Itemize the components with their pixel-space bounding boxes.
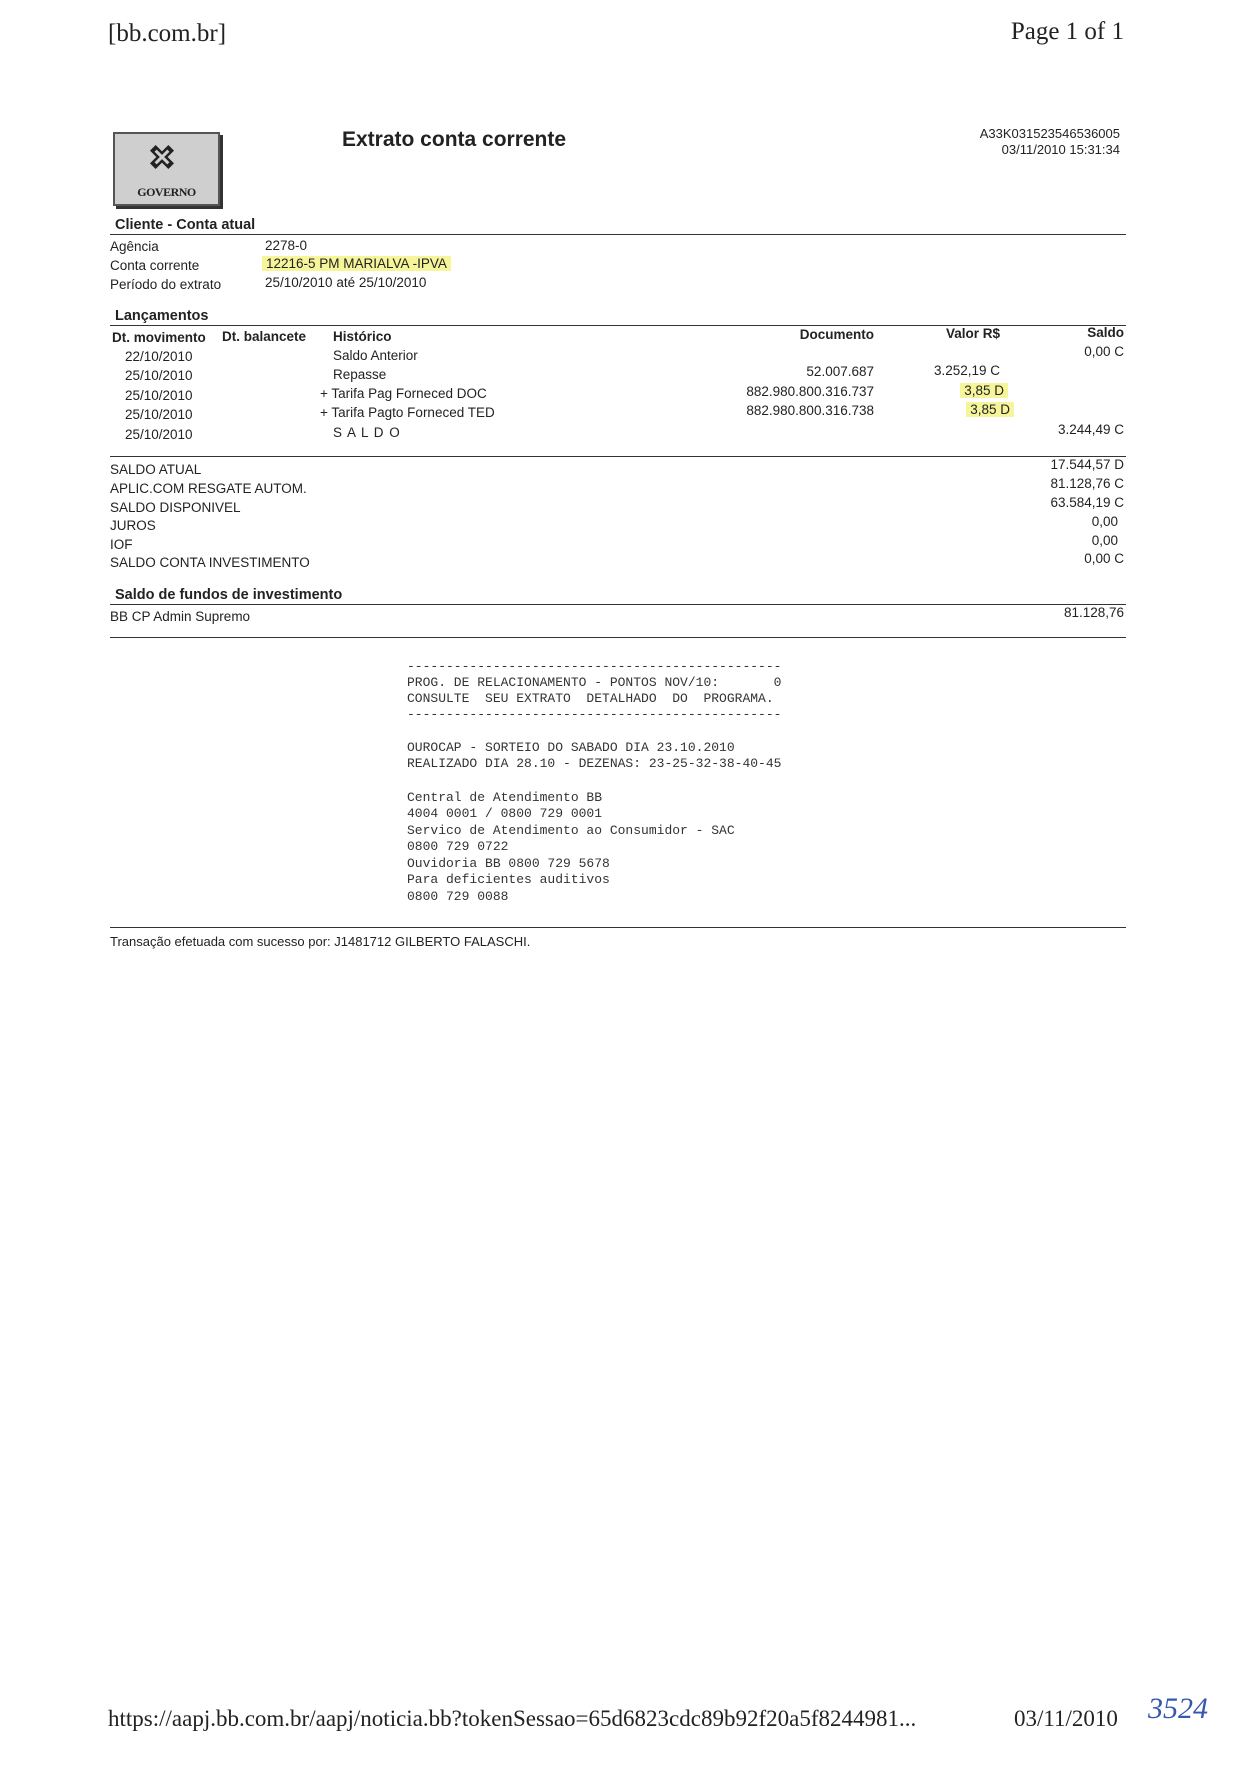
row-saldo: 0,00 C — [1084, 344, 1124, 359]
fundo-name: BB CP Admin Supremo — [110, 609, 251, 624]
resumo-label: JUROS — [110, 518, 156, 533]
contact-line: Para deficientes auditivos — [407, 872, 610, 887]
bb-logo-icon — [145, 140, 179, 174]
contact-line: 0800 729 0088 — [407, 889, 509, 904]
doc-datetime: 03/11/2010 15:31:34 — [1001, 142, 1120, 157]
bank-logo — [113, 132, 220, 206]
resumo-value: 17.544,57 D — [1050, 457, 1124, 472]
page-title: Extrato conta corrente — [342, 128, 567, 151]
contact-line: 0800 729 0722 — [407, 839, 509, 854]
resumo-value: 0,00 — [1091, 533, 1118, 548]
resumo-value: 81.128,76 C — [1050, 476, 1124, 491]
fundo-value: 81.128,76 — [1063, 605, 1124, 620]
prog-line: CONSULTE SEU EXTRATO DETALHADO DO PROGRAMA. — [407, 691, 774, 706]
row-historico: + Tarifa Pag Forneced DOC — [320, 386, 487, 401]
row-valor: 3,85 D — [966, 402, 1014, 417]
col-dt-movimento: Dt. movimento — [112, 330, 206, 345]
row-dt-movimento: 22/10/2010 — [125, 349, 193, 364]
col-dt-balancete: Dt. balancete — [222, 329, 307, 344]
row-dt-movimento: 25/10/2010 — [125, 388, 193, 403]
row-documento: 882.980.800.316.738 — [746, 403, 874, 418]
logo-text: GOVERNO — [137, 185, 196, 199]
row-historico: + Tarifa Pagto Forneced TED — [320, 405, 495, 420]
periodo-label: Período do extrato — [110, 277, 222, 292]
row-dt-movimento: 25/10/2010 — [125, 368, 193, 383]
resumo-label: IOF — [110, 537, 133, 552]
resumo-value: 63.584,19 C — [1050, 495, 1124, 510]
divider — [110, 234, 1126, 235]
resumo-value: 0,00 C — [1084, 551, 1124, 566]
row-dt-movimento: 25/10/2010 — [125, 407, 193, 422]
col-documento: Documento — [799, 327, 874, 342]
site-header: [bb.com.br] — [108, 20, 227, 47]
contact-line: Ouvidoria BB 0800 729 5678 — [407, 856, 610, 871]
col-valor: Valor R$ — [945, 326, 1000, 341]
row-documento: 882.980.800.316.737 — [746, 384, 874, 399]
divider — [110, 637, 1126, 638]
resumo-value: 0,00 — [1091, 514, 1118, 529]
document-code — [980, 126, 1120, 158]
row-valor: 3.252,19 C — [933, 363, 1000, 378]
col-saldo: Saldo — [1087, 325, 1124, 340]
resumo-label: SALDO CONTA INVESTIMENTO — [110, 555, 310, 570]
dash-line: ------------------------------------------------ — [407, 707, 782, 722]
periodo-value: 25/10/2010 até 25/10/2010 — [265, 275, 427, 290]
row-historico: Saldo Anterior — [333, 348, 418, 363]
doc-code: A33K031523546536005 — [979, 126, 1120, 141]
contact-line: Central de Atendimento BB — [407, 790, 603, 805]
ourocap-line: REALIZADO DIA 28.10 - DEZENAS: 23-25-32-38-40-45 — [407, 756, 782, 771]
footer-url: https://aapj.bb.com.br/aapj/noticia.bb?tokenSessao=65d6823cdc89b92f20a5f8244981... — [108, 1706, 917, 1731]
divider — [110, 604, 1126, 605]
cliente-heading: Cliente - Conta atual — [115, 217, 256, 233]
row-historico: S A L D O — [333, 425, 401, 440]
handwritten-number: 3524 — [1148, 1692, 1208, 1725]
row-saldo: 3.244,49 C — [1057, 422, 1124, 437]
contact-line: Servico de Atendimento ao Consumidor - SAC — [407, 823, 735, 838]
agencia-value: 2278-0 — [265, 238, 308, 253]
page-number: Page 1 of 1 — [1010, 18, 1124, 45]
conta-value: 12216-5 PM MARIALVA -IPVA — [262, 256, 451, 271]
divider — [110, 927, 1126, 928]
row-dt-movimento: 25/10/2010 — [125, 427, 193, 442]
conta-label: Conta corrente — [110, 258, 200, 273]
resumo-label: SALDO DISPONIVEL — [110, 500, 241, 515]
agencia-label: Agência — [110, 239, 159, 254]
dash-line: ------------------------------------------------ — [407, 659, 782, 674]
ourocap-line: OUROCAP - SORTEIO DO SABADO DIA 23.10.2010 — [407, 740, 735, 755]
resumo-label: SALDO ATUAL — [110, 462, 202, 477]
prog-line: PROG. DE RELACIONAMENTO - PONTOS NOV/10: 0 — [407, 675, 782, 690]
fundos-heading: Saldo de fundos de investimento — [115, 587, 343, 603]
transaction-note: Transação efetuada com sucesso por: J1481712 GILBERTO FALASCHI. — [110, 934, 531, 949]
row-valor: 3,85 D — [960, 383, 1008, 398]
row-historico: Repasse — [333, 367, 387, 382]
divider — [110, 456, 1126, 457]
resumo-label: APLIC.COM RESGATE AUTOM. — [110, 481, 307, 496]
lancamentos-heading: Lançamentos — [115, 308, 209, 324]
row-documento: 52.007.687 — [806, 364, 874, 379]
col-historico: Histórico — [333, 329, 392, 344]
footer-date: 03/11/2010 — [1014, 1706, 1118, 1731]
contact-line: 4004 0001 / 0800 729 0001 — [407, 806, 603, 821]
